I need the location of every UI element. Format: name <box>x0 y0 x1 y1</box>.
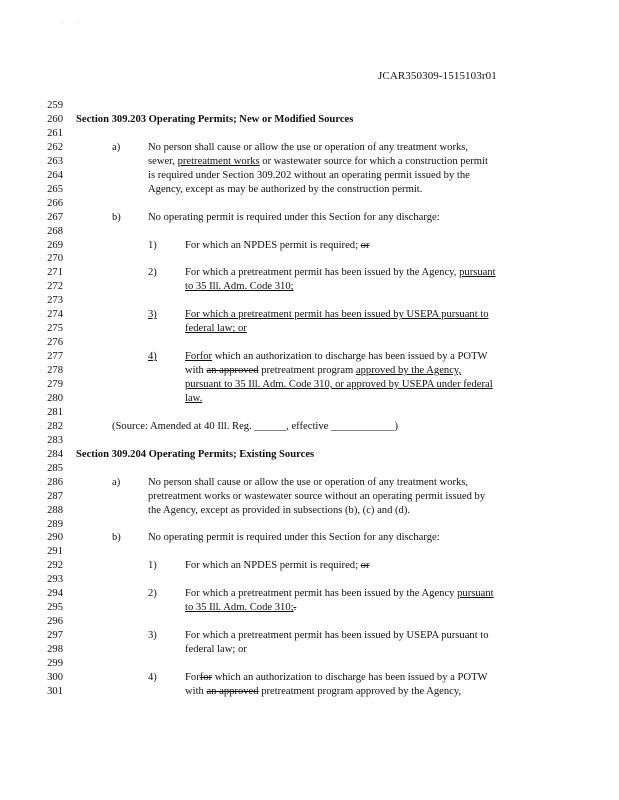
document-line <box>0 629 619 642</box>
text-segment: approved by the Agency, <box>355 365 462 377</box>
line-number: 282 <box>47 420 63 432</box>
line-text <box>148 183 422 196</box>
document-line <box>0 531 619 544</box>
text-segment: which an authorization to discharge has been issued by a POTW <box>212 351 488 363</box>
line-text <box>148 169 470 182</box>
line-number: 299 <box>47 658 63 669</box>
text-segment: federal law; or <box>185 323 247 335</box>
line-number: 276 <box>47 337 63 349</box>
line-number: 267 <box>47 211 63 223</box>
document-line <box>0 127 619 140</box>
line-text <box>185 350 488 363</box>
text-segment: pursuant to 35 Ill. Adm. Code 310, or approved by USEPA under federal <box>185 379 493 390</box>
line-number: 260 <box>47 113 63 125</box>
text-segment: No person shall cause or allow the use or operation of any treatment works, <box>148 141 469 153</box>
text-segment: pretreatment works or wastewater source without an operating permit issued by <box>148 490 486 502</box>
document-line <box>0 643 619 656</box>
document-line <box>0 462 619 475</box>
document-line <box>0 169 619 182</box>
document-line <box>0 448 619 461</box>
line-number: 261 <box>47 127 63 139</box>
document-line <box>0 671 619 684</box>
line-number: 286 <box>47 476 63 488</box>
subsection-marker: b) <box>112 532 121 544</box>
line-number: 263 <box>47 155 63 167</box>
line-text <box>185 364 461 377</box>
document-line <box>0 685 619 698</box>
text-segment: pursuant <box>459 267 496 279</box>
scan-specks: · · <box>62 20 80 26</box>
document-line <box>0 294 619 307</box>
text-segment: For which a pretreatment permit has been issued by the Agency <box>185 588 458 600</box>
document-line <box>0 252 619 265</box>
line-number: 280 <box>47 392 63 404</box>
document-line <box>0 573 619 586</box>
line-text <box>185 643 247 656</box>
line-number: 300 <box>47 671 63 683</box>
line-text <box>185 587 494 600</box>
text-segment: or <box>360 239 370 251</box>
line-number: 298 <box>47 644 63 656</box>
text-segment: pretreatment program <box>258 365 356 377</box>
line-text <box>148 531 440 544</box>
text-segment: to 35 Ill. Adm. Code 310; <box>185 602 294 614</box>
line-text <box>185 322 247 335</box>
document-line <box>0 476 619 489</box>
text-segment: For which a pretreatment permit has been issued by USEPA pursuant to <box>185 309 489 321</box>
line-number: 287 <box>47 490 63 502</box>
line-text <box>148 211 440 224</box>
line-text <box>185 685 461 698</box>
text-segment: an approved <box>206 365 259 377</box>
document-line <box>0 518 619 531</box>
document-line <box>0 350 619 363</box>
line-number: 301 <box>47 685 63 697</box>
text-segment: For which a pretreatment permit has been issued by the Agency, <box>185 267 460 279</box>
line-number: 272 <box>47 281 63 293</box>
line-number: 291 <box>47 546 63 558</box>
line-number: 273 <box>47 295 63 307</box>
line-number: 289 <box>47 518 63 530</box>
document-id: JCAR350309-1515103r01 <box>378 70 497 82</box>
line-number: 292 <box>47 560 63 572</box>
line-number: 259 <box>47 100 63 111</box>
document-line <box>0 420 619 433</box>
item-marker: 3) <box>148 630 157 642</box>
document-line <box>0 559 619 572</box>
line-number: 294 <box>47 588 63 600</box>
line-number: 275 <box>47 323 63 335</box>
document-line <box>0 211 619 224</box>
item-marker: 4) <box>148 351 157 363</box>
section-heading: Section 309.203 Operating Permits; New or Modified Sources <box>76 113 354 125</box>
document-line <box>0 392 619 405</box>
item-marker: 2) <box>148 588 157 600</box>
line-number: 293 <box>47 574 63 586</box>
line-number: 290 <box>47 532 63 544</box>
line-number: 274 <box>47 309 63 321</box>
line-number: 295 <box>47 602 63 614</box>
document-line <box>0 113 619 126</box>
item-marker: 1) <box>148 560 157 572</box>
line-number: 279 <box>47 379 63 390</box>
line-number: 270 <box>47 253 63 265</box>
document-line <box>0 197 619 210</box>
line-number: 277 <box>47 351 63 363</box>
document-line <box>0 99 619 112</box>
line-number: 284 <box>47 448 63 460</box>
text-segment: No operating permit is required under this Section for any discharge: <box>148 532 440 544</box>
document-line <box>0 336 619 349</box>
line-text <box>185 629 489 642</box>
text-segment: which an authorization to discharge has been issued by a POTW <box>212 671 488 683</box>
document-line <box>0 545 619 558</box>
line-text <box>185 559 369 572</box>
line-text <box>185 601 296 614</box>
text-segment: For which a pretreatment permit has been issued by USEPA pursuant to <box>185 630 489 642</box>
text-segment: For which an NPDES permit is required; <box>185 239 361 251</box>
line-text <box>185 266 496 279</box>
line-text <box>148 155 488 168</box>
text-segment: to 35 Ill. Adm. Code 310; <box>185 281 294 293</box>
text-segment: No person shall cause or allow the use or operation of any treatment works, <box>148 476 469 488</box>
text-segment: law. <box>185 392 203 404</box>
source-note: (Source: Amended at 40 Ill. Reg. ______, effective ____________) <box>112 420 399 432</box>
text-segment: with <box>185 685 207 697</box>
text-segment: for <box>199 671 213 683</box>
document-line <box>0 378 619 391</box>
line-text <box>185 378 493 391</box>
document-line <box>0 141 619 154</box>
line-text <box>185 239 369 252</box>
document-line <box>0 601 619 614</box>
text-segment: pretreatment works <box>177 155 260 167</box>
line-text <box>185 671 488 684</box>
line-number: 296 <box>47 616 63 628</box>
line-number: 283 <box>47 434 63 446</box>
document-line <box>0 308 619 321</box>
subsection-marker: b) <box>112 211 121 223</box>
line-number: 265 <box>47 183 63 195</box>
line-text <box>185 308 489 321</box>
line-number: 266 <box>47 197 63 209</box>
line-text <box>148 141 468 154</box>
document-line <box>0 490 619 503</box>
document-line <box>0 406 619 419</box>
line-number: 285 <box>47 462 63 474</box>
document-line <box>0 587 619 600</box>
line-text <box>185 280 294 293</box>
document-line <box>0 434 619 447</box>
text-segment: or <box>360 560 370 572</box>
item-marker: 3) <box>148 309 157 321</box>
subsection-marker: a) <box>112 141 121 153</box>
document-line <box>0 239 619 252</box>
subsection-marker: a) <box>112 476 121 488</box>
line-number: 268 <box>47 225 63 237</box>
line-number: 281 <box>47 406 63 418</box>
text-segment: with <box>185 365 207 377</box>
line-number: 297 <box>47 630 63 642</box>
text-segment: the Agency, except as provided in subsections (b), (c) and (d). <box>148 504 411 516</box>
item-marker: 2) <box>148 267 157 279</box>
document-line <box>0 266 619 279</box>
line-number: 288 <box>47 504 63 516</box>
text-segment: pursuant <box>457 588 494 600</box>
text-segment: . <box>293 602 297 614</box>
document-line <box>0 364 619 377</box>
text-segment: is required under Section 309.202 without an operating permit issued by the <box>148 169 470 181</box>
line-number: 269 <box>47 239 63 251</box>
document-line <box>0 280 619 293</box>
document-line <box>0 504 619 517</box>
text-segment: No operating permit is required under this Section for any discharge: <box>148 211 440 223</box>
text-segment: For which an NPDES permit is required; <box>185 560 361 572</box>
text-segment: federal law; or <box>185 644 247 656</box>
line-text <box>148 490 485 503</box>
text-segment: pretreatment program approved by the Agency, <box>258 685 462 697</box>
text-segment: For <box>185 671 200 683</box>
line-number: 278 <box>47 365 63 377</box>
item-marker: 1) <box>148 239 157 251</box>
document-line <box>0 225 619 238</box>
text-segment: Forfor <box>185 351 213 363</box>
document-line <box>0 155 619 168</box>
text-segment: sewer, <box>148 155 178 167</box>
text-segment: an approved <box>206 685 259 697</box>
text-segment: Agency, except as may be authorized by the construction permit. <box>148 183 423 195</box>
line-text <box>148 504 410 517</box>
document-line <box>0 615 619 628</box>
line-number: 264 <box>47 169 63 181</box>
line-text <box>148 476 468 489</box>
text-segment: or wastewater source for which a construction permit <box>259 155 488 167</box>
document-line <box>0 183 619 196</box>
line-number: 271 <box>47 267 63 279</box>
section-heading: Section 309.204 Operating Permits; Existing Sources <box>76 448 315 460</box>
line-text <box>185 392 202 405</box>
line-number: 262 <box>47 141 63 153</box>
document-line <box>0 322 619 335</box>
document-line <box>0 657 619 670</box>
item-marker: 4) <box>148 671 157 683</box>
